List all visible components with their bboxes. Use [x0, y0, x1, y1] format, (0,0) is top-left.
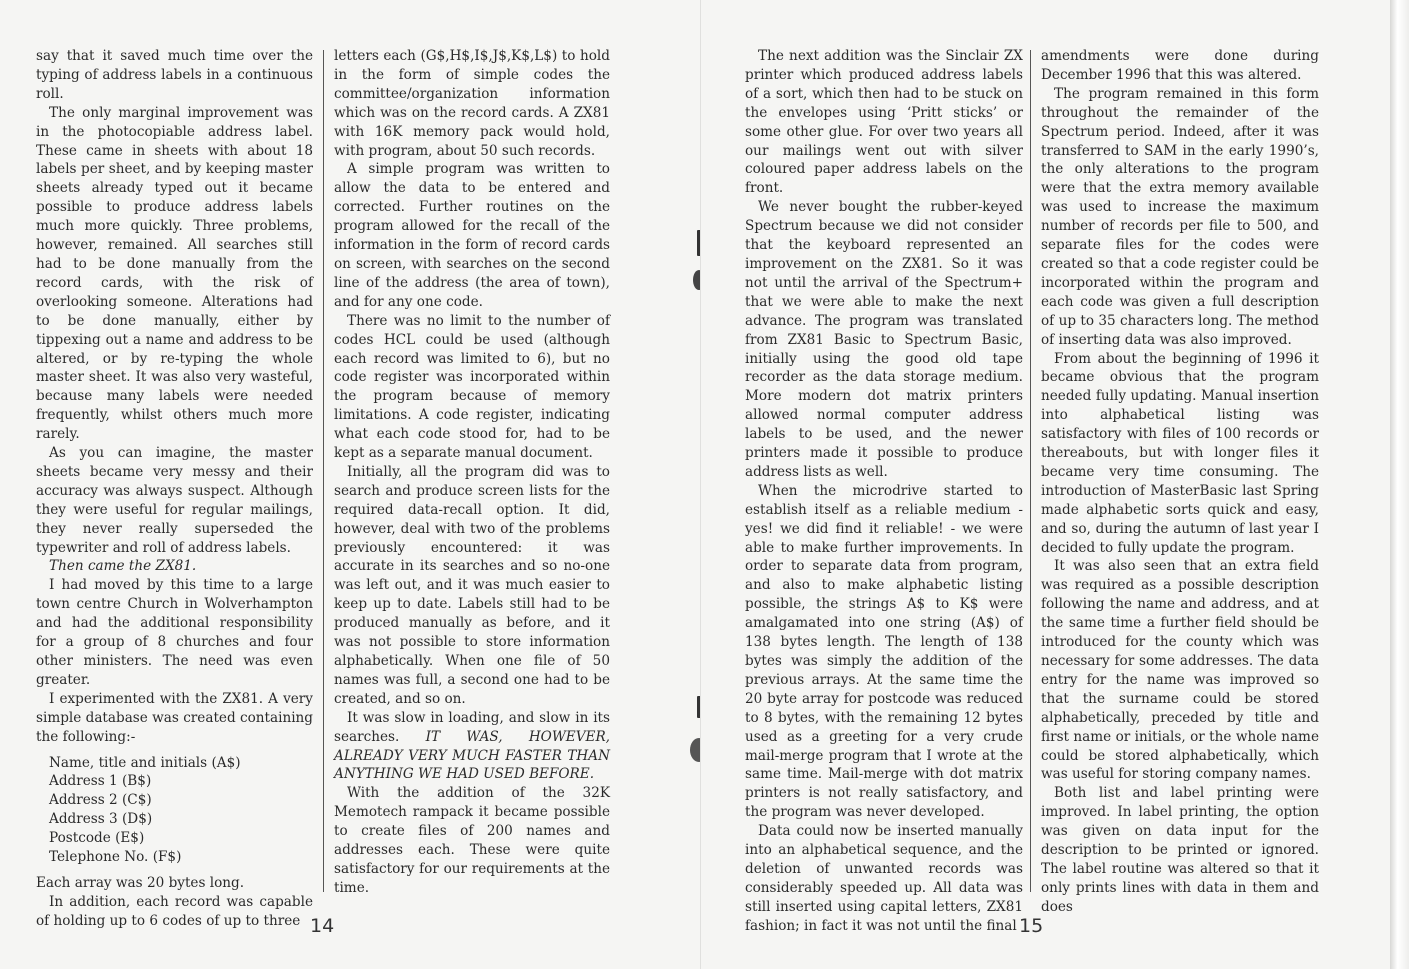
paragraph-text: It was slow in loading, and slow in its searches. [334, 709, 610, 745]
column-divider [1030, 50, 1031, 892]
page-number-right: 15 [1019, 915, 1044, 937]
column-divider [323, 50, 324, 892]
paragraph: amendments were done during December 1996 that this was altered. [1041, 48, 1319, 83]
field-item: Address 3 (D$) [49, 811, 153, 828]
paragraph: We never bought the rubber-keyed Spectrum because we did not consider that the keyboard represented an improvement on the ZX81. So it was not until the arrival of the Spectrum+ that we were able to make the next advance. The program was translated from ZX81 Basic to Spectrum Basic, initially using the good old tape recorder as the data storage medium. More modern dot matrix printers allowed normal computer address labels to be used, and the newer printers made it possible to produce address lists as well. [745, 199, 1023, 480]
paragraph: As you can imagine, the master sheets became very messy and their accuracy was always suspect. Although they were useful for regular mailings, they never really superseded the typewriter and roll of address labels. [36, 445, 313, 556]
paragraph: With the addition of the 32K Memotech rampack it became possible to create files of 200 names and addresses each. These were quite satisfactory for our requirements at the time. [334, 785, 610, 896]
paragraph: Each array was 20 bytes long. [36, 874, 245, 891]
paragraph: The next addition was the Sinclair ZX printer which produced address labels of a sort, which then had to be stuck on the envelopes using ‘Pritt sticks’ or some other glue. For over two years all our mailings went out with silver coloured paper address labels on the front. [745, 48, 1023, 197]
paragraph: A simple program was written to allow the data to be entered and corrected. Further routines on the program allowed for the recall of the information in the form of record cards on screen, with searches on the second line of the address (the area of town), and for any one code. [334, 161, 610, 310]
database-field-list [49, 754, 313, 867]
right-page-column-1 [745, 47, 1023, 936]
paragraph [334, 709, 610, 785]
left-page-column-2 [334, 47, 610, 898]
field-item: Address 2 (C$) [49, 792, 152, 809]
paragraph: The program remained in this form throughout the remainder of the Spectrum period. Indeed, after it was transferred to SAM in the early 1990’s, the only alterations to the program were that the extra memory available was used to increase the maximum number of records per file to 500, and separate files for the codes were created so that a code register could be incorporated within the program and each code was given a full description of up to 35 characters long. The method of inserting data was also improved. [1041, 85, 1319, 348]
paragraph: There was no limit to the number of codes HCL could be used (although each record was limited to 6), but no code register was incorporated within the program because of memory limitations. A code register, indicating what each code stood for, had to be kept as a separate manual document. [334, 312, 610, 462]
section-heading: Then came the ZX81. [49, 558, 197, 575]
paragraph: Initially, all the program did was to search and produce screen lists for the required data-recall option. It did, however, deal with two of the problems previously encountered: it was accurate in its searches and so no-one was left out, and it was much easier to keep up to date. Labels still had to be produced manually as before, and it was not possible to store information alphabetically. When one file of 50 names was full, a second one had to be created, and so on. [334, 463, 610, 707]
paragraph: When the microdrive started to establish itself as a reliable medium - yes! we did find it reliable! - we were able to make further improvements. In order to separate data from program, and also to make alphabetic listing possible, the strings A$ to K$ were amalgamated into one string (A$) of 138 bytes length. The length of 138 bytes was simply the addition of the previous arrays. At the same time the 20 byte array for postcode was reduced to 8 bytes, with the remaining 12 bytes used as a greeting for a very crude mail-merge program that I wrote at the same time. Mail-merge with dot matrix printers is not really satisfactory, and the program was never developed. [745, 482, 1023, 821]
paragraph: Both list and label printing were improved. In label printing, the option was given on data input for the description to be printed or ignored. The label routine was altered so that it only prints lines with data in them and does [1041, 785, 1319, 915]
paragraph: Data could now be inserted manually into an alphabetical sequence, and the deletion of unwanted records was considerably speeded up. All data was still inserted using capital letters, ZX81 fashion; in fact it was not until the final [745, 823, 1023, 934]
paragraph: From about the beginning of 1996 it became obvious that the program needed fully updating. Manual insertion into alphabetical listing was satisfactory with files of 100 records or thereabouts, but with longer files it became very time consuming. The introduction of MasterBasic last Spring made alphabetic sorts quick and easy, and so, during the autumn of last year I decided to fully update the program. [1041, 350, 1319, 556]
right-page-column-2 [1041, 47, 1319, 917]
left-page-column-1 [36, 47, 313, 931]
field-item: Name, title and initials (A$) [49, 754, 241, 771]
right-page [700, 0, 1391, 969]
left-page [0, 0, 700, 969]
paragraph: It was also seen that an extra field was required as a possible description following the name and address, and at the same time a further field should be introduced for the county which was necessary for some addresses. The data entry for the name was improved so that the surname could be stored alphabetically, preceded by title and first name or initials, or the whole name could be stored alphabetically, which was useful for storing company names. [1041, 558, 1319, 783]
field-item: Address 1 (B$) [49, 773, 152, 790]
field-item: Telephone No. (F$) [49, 849, 182, 866]
field-item: Postcode (E$) [49, 830, 145, 847]
paragraph: letters each (G$,H$,I$,J$,K$,L$) to hold in the form of simple codes the committee/organization information which was on the record cards. A ZX81 with 16K memory pack would hold, with program, about 50 such records. [334, 48, 610, 159]
paragraph: I had moved by this time to a large town centre Church in Wolverhampton and had the additional responsibility for a group of 8 churches and four other ministers. The need was even greater. [36, 577, 313, 688]
paragraph: I experimented with the ZX81. A very simple database was created containing the following:- [36, 690, 314, 745]
page-edge [1390, 0, 1409, 969]
paragraph: In addition, each record was capable of holding up to 6 codes of up to three [36, 893, 313, 929]
paragraph: say that it saved much time over the typing of address labels in a continuous roll. [36, 48, 313, 102]
paragraph: The only marginal improvement was in the photocopiable address label. These came in sheets with about 18 labels per sheet, and by keeping master sheets already typed out it became possible to produce address labels much more quickly. Three problems, however, remained. All searches still had to be done manually from the record cards, with the risk of overlooking someone. Alterations had to be done manually, either by tippexing out a name and address to be altered, or by re-typing the whole master sheet. It was also very wasteful, because many labels were needed frequently, whilst others much more rarely. [36, 104, 313, 443]
emphasis-text: IT WAS, HOWEVER, ALREADY VERY MUCH FASTER THAN ANYTHING WE HAD USED BEFORE. [334, 728, 611, 783]
page-number-left: 14 [310, 915, 335, 937]
